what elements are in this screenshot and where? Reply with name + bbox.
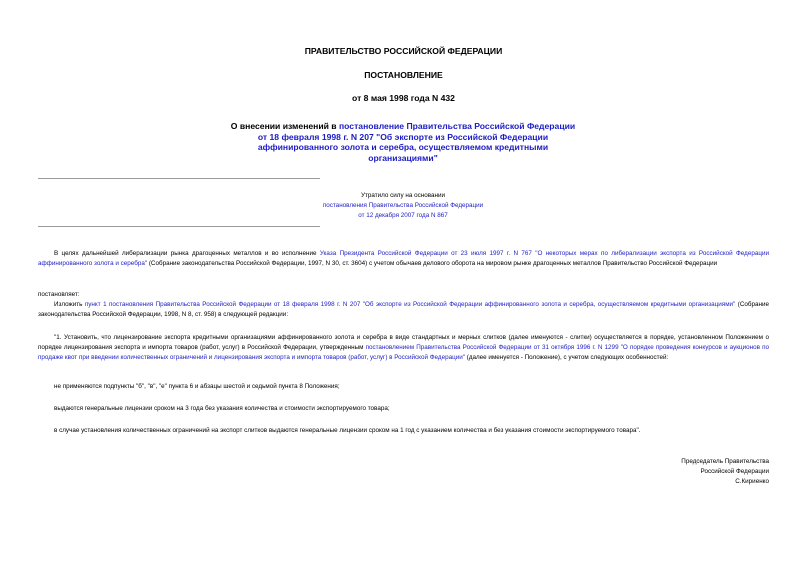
paragraph-4: не применяются подпункты "б", "в", "е" пункта 6 и абзацы шестой и седьмой пункта 8 Положения; xyxy=(54,383,340,390)
signature-line-2: Российской Федерации xyxy=(700,467,769,475)
p3-text-end: (далее именуется - Положение), с учетом следующих особенностей: xyxy=(464,353,669,361)
document-title xyxy=(230,121,576,163)
date-line: от 8 мая 1998 года N 432 xyxy=(352,93,455,103)
signature-line-3: С.Кириенко xyxy=(735,477,769,485)
paragraph-6: в случае установления количественных ограничений на экспорт слитков выдаются генеральные лицензии сроком на 1 год с указанием количества и без указания стоимости экспортируемого товара". xyxy=(54,427,641,434)
status-note xyxy=(250,191,556,221)
p2-text-end: (Собрание законодательства Российской Федерации, 1998, N 8, ст. 958) в следующей редакции: xyxy=(38,301,769,318)
org-heading: ПРАВИТЕЛЬСТВО РОССИЙСКОЙ ФЕДЕРАЦИИ xyxy=(304,46,503,56)
p1-link-decree[interactable]: Указа Президента Российской Федерации от 23 июля 1997 г. N 767 "О некоторых мерах по либерализации экспорта из Российской Федерации аффинированного золота и серебра" xyxy=(38,250,769,267)
status-note-line: Утратило силу на основании xyxy=(360,192,446,199)
title-prefix: О внесении изменений в xyxy=(230,121,339,131)
p1-text-end: (Собрание законодательства Российской Федерации, 1997, N 30, ст. 3604) с учетом обычаев делового оборота на мировом рынке драгоценных металлов Правительство Российской Федерации xyxy=(147,259,718,267)
divider-top xyxy=(38,178,320,179)
paragraph-1 xyxy=(38,249,769,269)
signature-block xyxy=(681,457,769,486)
signature-line-1: Председатель Правительства xyxy=(681,458,769,465)
p3-link-resolution[interactable]: постановлением Правительства Российской Федерации от 31 октября 1996 г. N 1299 "О порядке проведения конкурсов и аукционов по продаже квот при введении количественных ограничений и лицензирования экспорта и импорта товаров (работ, услуг) в Российской Федерации" xyxy=(38,343,769,361)
divider-bottom xyxy=(38,226,320,227)
p2-text-start: Изложить xyxy=(54,301,85,308)
p1-text-start: В целях дальнейшей либерализации рынка драгоценных металлов и во исполнение xyxy=(54,250,320,257)
paragraph-3 xyxy=(38,333,769,362)
doc-type-heading: ПОСТАНОВЛЕНИЕ xyxy=(364,70,443,80)
title-link[interactable]: постановление Правительства Российской Федерации от 18 февраля 1998 г. N 207 "Об экспорте из Российской Федерации аффинированного золота и серебра, осуществляемом кредитными организациями" xyxy=(257,121,576,163)
p3-text-start: "1. Установить, что лицензирование экспорта кредитными организациями аффинированного золота и серебра в виде стандартных и мерных слитков (далее именуются - слитки) осуществляется в порядке, установленном Положением о порядке лицензирования экспорта и импорта товаров (работ, услуг) в Российской Федерации, утвержденным xyxy=(38,334,769,351)
status-note-link-1[interactable]: постановления Правительства Российской Федерации xyxy=(322,202,484,209)
paragraph-5: выдаются генеральные лицензии сроком на 3 года без указания количества и стоимости экспортируемого товара; xyxy=(54,405,390,412)
paragraph-2 xyxy=(38,300,769,320)
decides-line: постановляет: xyxy=(38,291,80,298)
status-note-link-2[interactable]: от 12 декабря 2007 года N 867 xyxy=(358,212,448,219)
p2-link-resolution[interactable]: пункт 1 постановления Правительства Российской Федерации от 18 февраля 1998 г. N 207 "Об экспорте из Российской Федерации аффинированного золота и серебра, осуществляемом кредитными организациями" xyxy=(84,301,736,308)
